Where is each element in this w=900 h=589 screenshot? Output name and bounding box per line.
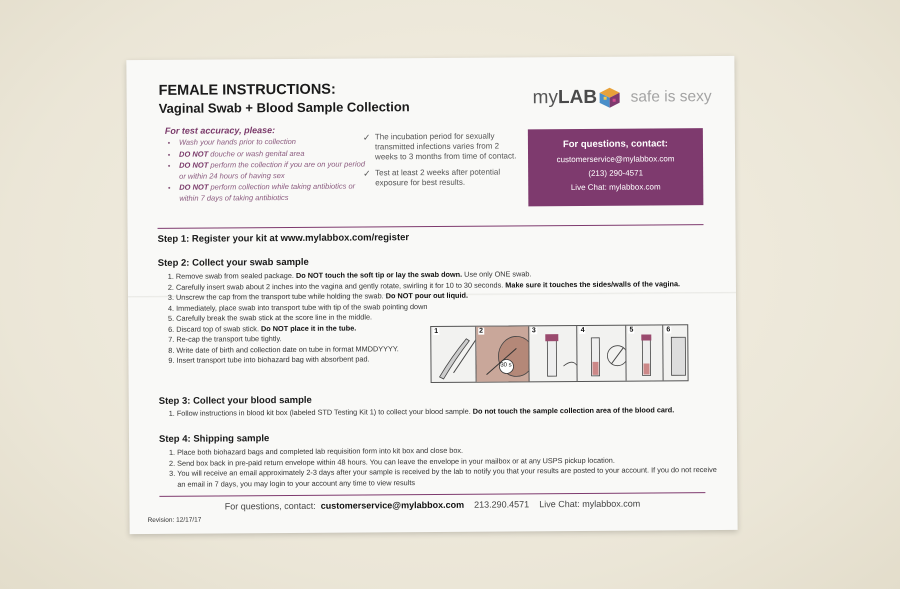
tip-item	[179, 159, 369, 181]
step3-title: Step 3: Collect your blood sample	[158, 394, 312, 407]
page-subtitle: Vaginal Swab + Blood Sample Collection	[158, 99, 410, 116]
item-text: Write date of birth and collection date on tube in format MMDDYYYY.	[176, 343, 399, 355]
item-text: Follow instructions in blood kit box (labeled STD Testing Kit 1) to collect your blood sample.	[176, 406, 473, 418]
panel-number: 3	[531, 327, 536, 335]
biohazard-bag-icon	[663, 325, 687, 380]
check-item	[363, 131, 523, 162]
tip-text: douche or wash genital area	[208, 148, 305, 159]
figure-panel-6	[663, 325, 687, 380]
revision-label: Revision: 12/17/17	[147, 516, 202, 524]
figure-panel-2	[476, 326, 529, 381]
item-text: You will receive an email approximately 2-3 days after your sample is received by the lab to notify you that your results are posted to your account. If you do not receive an email in 7 days, you may login to your account any time to view results	[177, 465, 717, 489]
tip-text: perform collection while taking antibiotics or within 7 days of taking antibiotics	[179, 181, 356, 203]
contact-box	[528, 128, 704, 206]
contact-heading: For questions, contact:	[562, 138, 669, 151]
item-text: Discard top of swab stick.	[176, 323, 262, 334]
item-text: Insert transport tube into biohazard bag with absorbent pad.	[176, 354, 370, 365]
tip-bold: DO NOT	[178, 149, 209, 159]
tip-item	[179, 136, 369, 148]
panel-number: 2	[479, 327, 484, 335]
footer-divider	[159, 492, 705, 497]
checkmark-icon: ✓	[363, 168, 371, 179]
tip-item	[179, 181, 369, 203]
item-text: Use only ONE swab.	[462, 269, 532, 279]
mylab-logo	[533, 87, 598, 109]
step4-title: Step 4: Shipping sample	[158, 433, 270, 445]
instruction-sheet	[126, 56, 737, 534]
item-text: Send box back in pre-paid return envelope within 48 hours. You can leave the envelope in your mailbox or at any USPS pickup location.	[177, 455, 615, 468]
check-text: The incubation period for sexually transmitted infections varies from 2 weeks to 3 months from time of contact.	[374, 131, 517, 162]
capped-tube-icon	[626, 325, 663, 380]
swab-illustration	[430, 324, 688, 383]
logo-my: my	[532, 87, 559, 109]
timer-label: 30 s	[500, 362, 512, 369]
page-title: FEMALE INSTRUCTIONS:	[158, 81, 336, 99]
tube-cap-icon	[529, 326, 578, 381]
footer-email: customerservice@mylabbox.com	[320, 499, 465, 511]
footer-phone: 213.290.4571	[474, 499, 530, 510]
hand-swab-icon	[431, 327, 476, 382]
item-text: Place both biohazard bags and completed lab requisition form into kit box and close box.	[177, 445, 464, 457]
step4-list	[159, 444, 723, 490]
footer-prefix: For questions, contact:	[224, 500, 316, 512]
item-emphasis: Do not touch the sample collection area of the blood card.	[472, 405, 675, 416]
checklist	[363, 131, 523, 194]
list-item	[176, 354, 436, 366]
item-text: Remove swab from sealed package.	[175, 270, 296, 281]
step3-list	[159, 405, 723, 419]
step1-title: Step 1: Register your kit at www.mylabbox.com/register	[157, 232, 410, 245]
tagline: safe is sexy	[630, 88, 712, 106]
item-text: Immediately, place swab into transport tube with tip of the swab pointing down	[176, 301, 428, 313]
item-emphasis: Do NOT touch the soft tip or lay the swab down.	[295, 269, 463, 280]
footer-chat: Live Chat: mylabbox.com	[539, 498, 641, 510]
list-item	[177, 405, 723, 419]
check-item	[363, 167, 523, 188]
footer-contact	[159, 498, 705, 512]
tip-bold: DO NOT	[179, 160, 209, 170]
logo-lab: LAB	[557, 86, 598, 109]
item-emphasis: Do NOT pour out liquid.	[385, 290, 469, 301]
tip-text: perform the collection if you are on your period or within 24 hours of having sex	[179, 159, 366, 181]
panel-number: 5	[629, 326, 634, 334]
list-item	[177, 465, 723, 490]
tip-item	[179, 148, 369, 160]
figure-panel-4	[578, 326, 627, 381]
item-emphasis: Do NOT place it in the tube.	[260, 323, 357, 333]
panel-number: 6	[666, 326, 671, 334]
step2-title: Step 2: Collect your swab sample	[157, 256, 309, 269]
panel-number: 4	[580, 326, 585, 334]
break-stick-icon	[578, 326, 627, 381]
tip-bold: DO NOT	[179, 182, 209, 192]
contact-chat: Live Chat: mylabbox.com	[570, 182, 661, 193]
figure-panel-3	[529, 326, 578, 381]
box-logo-icon	[599, 87, 621, 109]
checkmark-icon: ✓	[362, 132, 371, 143]
tip-text: Wash your hands prior to collection	[178, 136, 296, 147]
contact-email: customerservice@mylabbox.com	[556, 154, 675, 165]
tips-list	[165, 136, 369, 204]
check-text: Test at least 2 weeks after potential exposure for best results.	[375, 167, 501, 188]
item-text: Carefully insert swab about 2 inches into the vagina and gently rotate, swirling it for 10 to 30 seconds.	[175, 279, 506, 292]
item-text: Unscrew the cap from the transport tube while holding the swab.	[175, 291, 386, 302]
figure-panel-5	[626, 325, 663, 380]
figure-panel-1	[431, 327, 476, 382]
tips-heading: For test accuracy, please:	[164, 125, 276, 136]
item-emphasis: Make sure it touches the sides/walls of the vagina.	[505, 278, 681, 289]
divider	[158, 224, 704, 229]
item-text: Carefully break the swab stick at the score line in the middle.	[176, 312, 373, 323]
panel-number: 1	[434, 327, 439, 335]
contact-phone: (213) 290-4571	[588, 168, 644, 178]
item-text: Re-cap the transport tube tightly.	[176, 334, 282, 344]
